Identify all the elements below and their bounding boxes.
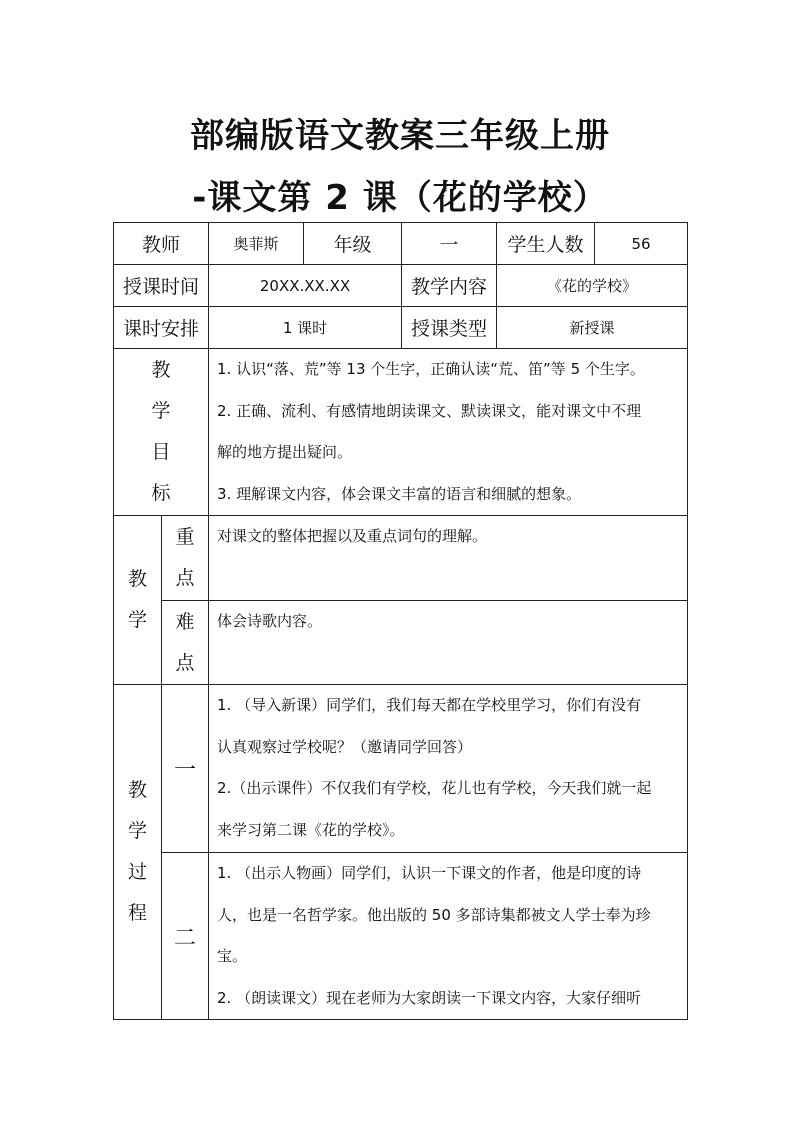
goals-text: 1. 认识“落、荒”等 13 个生字，正确认读“荒、笛”等 5 个生字。 2. 正确、流利、有感情地朗读课文、默读课文，能对课文中不理 解的地方提出疑问。 3. 理解课文内容，体会课文丰富的语言和细腻的想象。 xyxy=(209,349,688,516)
process-step-2-label: 二 xyxy=(162,853,209,1020)
key-point-label: 重 点 xyxy=(162,516,209,601)
difficulty-row xyxy=(114,601,688,685)
time-value: 20XX.XX.XX xyxy=(209,265,402,307)
process-step-2-row xyxy=(114,853,688,1020)
teacher-label: 教师 xyxy=(114,223,209,265)
page-title: 部编版语文教案三年级上册 xyxy=(190,116,610,156)
process-step-1-text: 1. （导入新课）同学们，我们每天都在学校里学习，你们有没有 认真观察过学校呢？（邀请同学回答） 2.（出示课件）不仅我们有学校，花儿也有学校，今天我们就一起 来学习第二课《花的学校》。 xyxy=(209,685,688,853)
page-subtitle: -课文第 2 课（花的学校） xyxy=(192,178,608,218)
process-step-1-row xyxy=(114,685,688,853)
grade-label: 年级 xyxy=(304,223,402,265)
content-label: 教学内容 xyxy=(402,265,497,307)
info-row-2 xyxy=(114,265,688,307)
info-row-3 xyxy=(114,307,688,349)
process-label: 教 学 过 程 xyxy=(114,685,162,1020)
lesson-plan-table xyxy=(113,222,688,1020)
key-point-row xyxy=(114,516,688,601)
info-row-1 xyxy=(114,223,688,265)
goals-label: 教 学 目 标 xyxy=(114,349,209,516)
content-value: 《花的学校》 xyxy=(497,265,688,307)
type-label: 授课类型 xyxy=(402,307,497,349)
students-label: 学生人数 xyxy=(497,223,595,265)
process-step-2-text: 1. （出示人物画）同学们，认识一下课文的作者，他是印度的诗 人，也是一名哲学家。他出版的 50 多部诗集都被文人学士奉为珍 宝。 2. （朗读课文）现在老师为大家朗读一下课文内容，大家仔细听 xyxy=(209,853,688,1020)
difficulty-text: 体会诗歌内容。 xyxy=(209,601,688,685)
difficulty-label: 难 点 xyxy=(162,601,209,685)
grade-value: 一 xyxy=(402,223,497,265)
hours-label: 课时安排 xyxy=(114,307,209,349)
key-point-text: 对课文的整体把握以及重点词句的理解。 xyxy=(209,516,688,601)
hours-value: 1 课时 xyxy=(209,307,402,349)
goals-row xyxy=(114,349,688,516)
process-step-1-label: 一 xyxy=(162,685,209,853)
time-label: 授课时间 xyxy=(114,265,209,307)
students-value: 56 xyxy=(595,223,688,265)
focus-label: 教 学 xyxy=(114,516,162,685)
teacher-value: 奥菲斯 xyxy=(209,223,304,265)
type-value: 新授课 xyxy=(497,307,688,349)
